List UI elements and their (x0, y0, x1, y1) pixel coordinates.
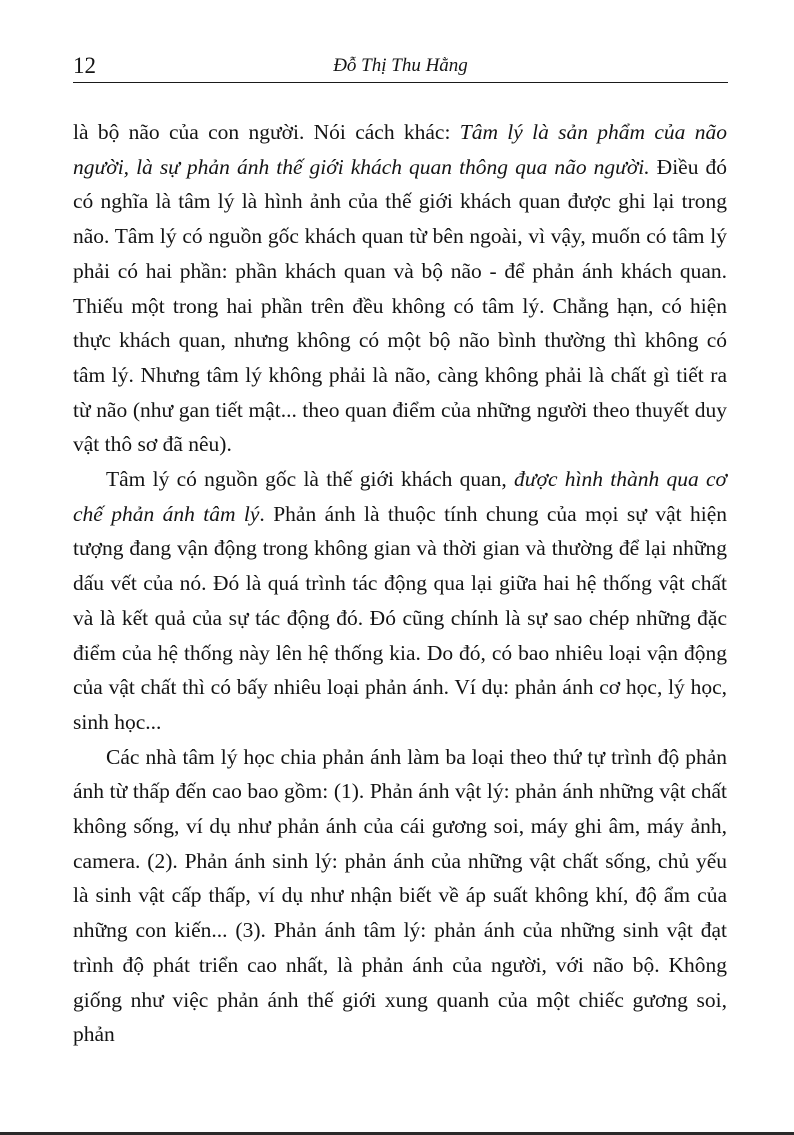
paragraph-1-emphasis: Tâm lý là sản phẩm của não người, là sự phản ánh thế giới khách quan thông qua não người. (73, 120, 727, 179)
body-text (73, 115, 727, 1052)
paragraph-1 (73, 115, 727, 462)
paragraph-3-text: Các nhà tâm lý học chia phản ánh làm ba loại theo thứ tự trình độ phản ánh từ thấp đến cao bao gồm: (1). Phản ánh vật lý: phản ánh những vật chất không sống, ví dụ như phản ánh của cái gương soi, máy ghi âm, máy ảnh, camera. (2). Phản ánh sinh lý: phản ánh của những vật chất sống, chủ yếu là sinh vật cấp thấp, ví dụ như nhận biết về áp suất không khí, độ ẩm của những con kiến... (3). Phản ánh tâm lý: phản ánh của những sinh vật đạt trình độ phát triển cao nhất, là phản ánh của người, với não bộ. Không giống như việc phản ánh thế giới xung quanh của một chiếc gương soi, phản (73, 744, 727, 1047)
paragraph-2-text-continued: . Phản ánh là thuộc tính chung của mọi sự vật hiện tượng đang vận động trong không gian và thời gian và thường để lại những dấu vết của nó. Đó là quá trình tác động qua lại giữa hai hệ thống vật chất và là kết quả của sự tác động đó. Đó cũng chính là sự sao chép những đặc điểm của hệ thống này lên hệ thống kia. Do đó, có bao nhiêu loại vận động của vật chất thì có bấy nhiêu loại phản ánh. Ví dụ: phản ánh cơ học, lý học, sinh học... (73, 501, 727, 734)
paragraph-2-text: Tâm lý có nguồn gốc là thế giới khách quan, (106, 467, 515, 492)
paragraph-1-text-continued: Điều đó có nghĩa là tâm lý là hình ảnh của thế giới khách quan được ghi lại trong não. Tâm lý có nguồn gốc khách quan từ bên ngoài, vì vậy, muốn có tâm lý phải có hai phần: phần khách quan và bộ não - để phản ánh khách quan. Thiếu một trong hai phần trên đều không có tâm lý. Chẳng hạn, có hiện thực khách quan, nhưng không có một bộ não bình thường thì không có tâm lý. Nhưng tâm lý không phải là não, càng không phải là chất gì tiết ra từ não (như gan tiết mật... theo quan điểm của những người theo thuyết duy vật thô sơ đã nêu). (73, 154, 727, 457)
paragraph-3 (73, 740, 727, 1052)
paragraph-2-emphasis: được hình thành qua cơ chế phản ánh tâm lý (73, 467, 727, 526)
page-number: 12 (73, 53, 96, 78)
running-header (73, 48, 728, 83)
paragraph-1-text: là bộ não của con người. Nói cách khác: (73, 120, 460, 144)
book-author: Đỗ Thị Thu Hằng (333, 55, 468, 76)
paragraph-2 (73, 462, 727, 740)
